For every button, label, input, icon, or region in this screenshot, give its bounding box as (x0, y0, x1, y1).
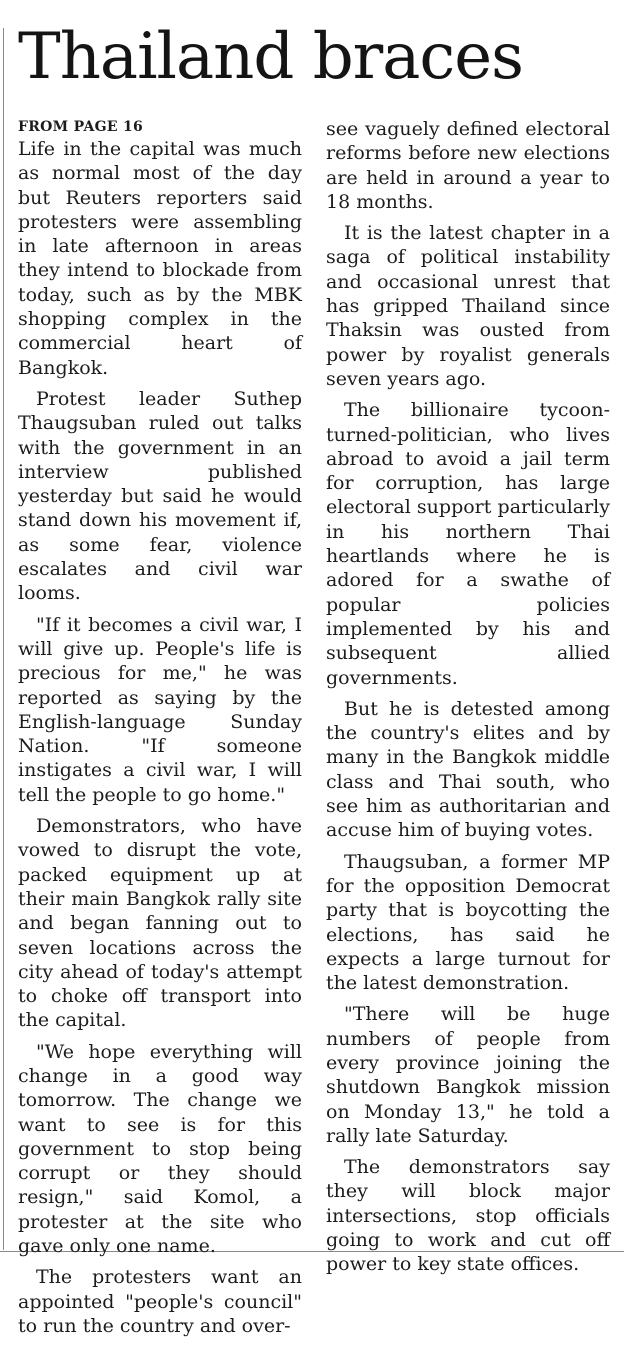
paragraph: Life in the capital was much as normal most of the day but Reuters reporters said protesters were assembling in late afternoon in areas they intend to blockade from today, such as by the MBK shopping complex in the commercial heart of Bangkok. (18, 138, 302, 379)
paragraph: The protesters want an appointed "people's council" to run the country and over- (18, 1266, 302, 1337)
right-column (326, 117, 610, 1284)
paragraph: see vaguely defined electoral reforms before new elections are held in around a year to 18 months. (326, 118, 610, 213)
paragraph: The demonstrators say they will block major intersections, stop officials going to work and cut off power to key state offices. (326, 1156, 610, 1276)
paragraph: Thaugsuban, a former MP for the opposition Democrat party that is boycotting the elections, has said he expects a large turnout for the latest demonstration. (326, 850, 610, 995)
paragraph: "If it becomes a civil war, I will give up. People's life is precious for me," he was reported as saying by the English-language Sunday Nation. "If someone instigates a civil war, I will tell the people to go home." (18, 613, 302, 806)
paragraph: "There will be huge numbers of people from every province joining the shutdown Bangkok mission on Monday 13," he told a rally late Saturday. (326, 1003, 610, 1147)
paragraph: "We hope everything will change in a good way tomorrow. The change we want to see is for this government to stop being corrupt or they should resign," said Komol, a protester at the site who gave only one name. (18, 1040, 302, 1258)
paragraph: Demonstrators, who have vowed to disrupt the vote, packed equipment up at their main Bangkok rally site and began fanning out to seven locations across the city ahead of today's attempt to choke off transport into the capital. (18, 815, 302, 1032)
headline: Thailand braces (18, 20, 523, 94)
left-column (18, 117, 302, 1345)
paragraph: Protest leader Suthep Thaugsuban ruled out talks with the government in an interview published yesterday but said he would stand down his movement if, as some fear, violence escalates and civil war looms. (18, 387, 302, 605)
paragraph: The billionaire tycoon-turned-politician, who lives abroad to avoid a jail term for corruption, has large electoral support particularly in his northern Thai heartlands where he is adored for a swathe of popular policies implemented by his and subsequent allied governments. (326, 399, 610, 689)
left-column-rule (3, 28, 4, 1250)
paragraph: It is the latest chapter in a saga of political instability and occasional unrest that has gripped Thailand since Thaksin was ousted from power by royalist generals seven years ago. (326, 222, 610, 390)
kicker-from-page: FROM PAGE 16 (18, 119, 144, 135)
paragraph: But he is detested among the country's elites and by many in the Bangkok middle class and Thai south, who see him as authoritarian and accuse him of buying votes. (326, 697, 610, 842)
